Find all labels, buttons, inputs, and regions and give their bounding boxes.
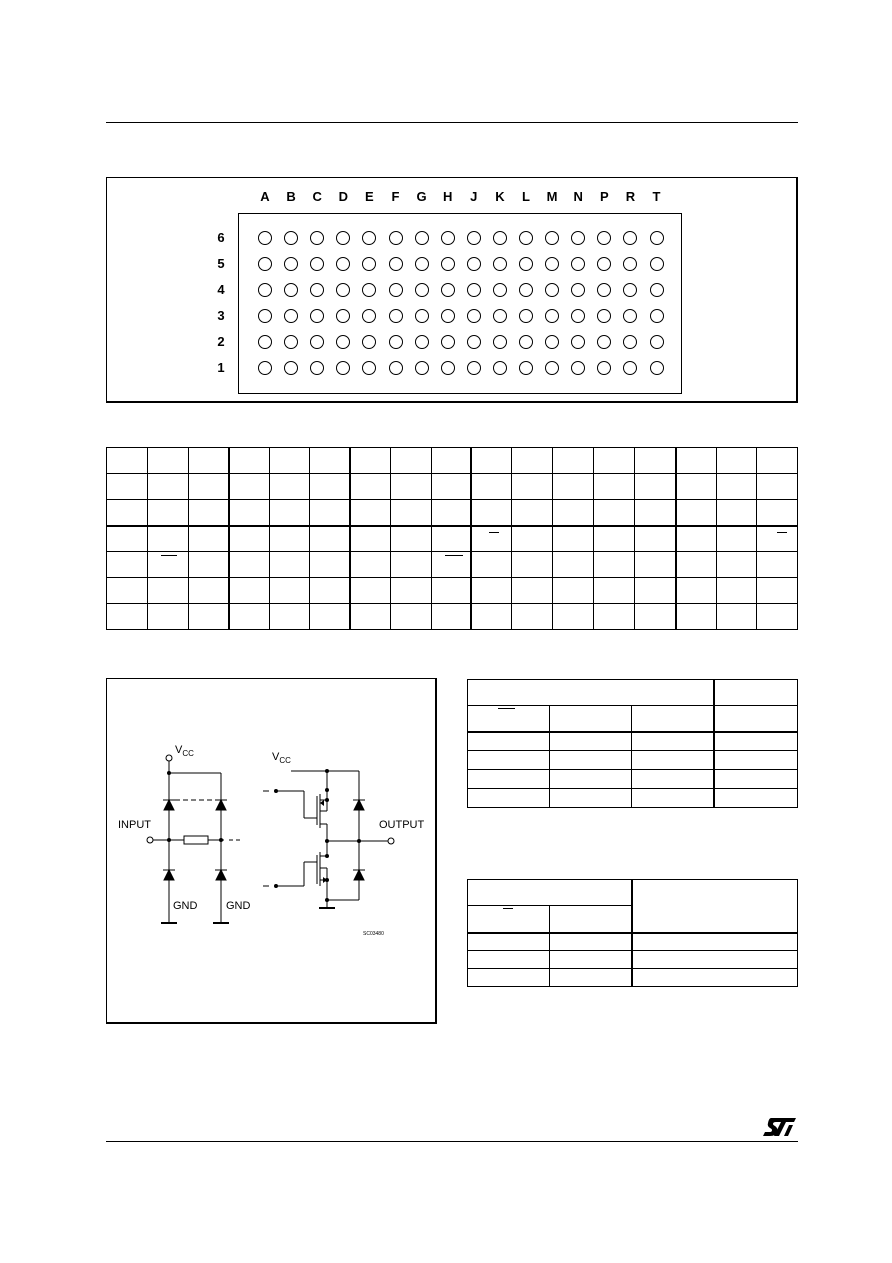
solder-ball	[415, 257, 429, 271]
solder-ball	[519, 335, 533, 349]
solder-ball	[493, 335, 507, 349]
solder-ball	[258, 231, 272, 245]
pinout-row-label: 4	[217, 282, 225, 297]
pinout-column-label: B	[286, 189, 296, 204]
solder-ball	[389, 335, 403, 349]
pinout-row-label: 5	[217, 256, 225, 271]
solder-ball	[571, 231, 585, 245]
vcc-left-label: $V_{CC}$	[175, 744, 194, 759]
pinout-column-label: T	[652, 189, 661, 204]
solder-ball	[650, 231, 664, 245]
output-label: OUTPUT	[379, 819, 425, 831]
solder-ball	[571, 309, 585, 323]
truth-table-2	[467, 879, 798, 987]
solder-ball	[650, 335, 664, 349]
pinout-row-label: 1	[217, 360, 225, 375]
solder-ball	[623, 335, 637, 349]
solder-ball	[284, 361, 298, 375]
solder-ball	[336, 283, 350, 297]
solder-ball	[545, 231, 559, 245]
solder-ball	[362, 309, 376, 323]
solder-ball	[467, 257, 481, 271]
solder-ball	[571, 361, 585, 375]
gnd-label-2: GND	[226, 900, 251, 912]
solder-ball	[310, 257, 324, 271]
solder-ball	[441, 335, 455, 349]
solder-ball	[336, 335, 350, 349]
cell	[107, 448, 148, 474]
solder-ball	[467, 283, 481, 297]
header-rule	[106, 122, 798, 123]
overline-mark	[777, 532, 787, 533]
footer-rule	[106, 1141, 798, 1142]
solder-ball	[519, 231, 533, 245]
solder-ball	[493, 231, 507, 245]
pinout-column-label: A	[260, 189, 270, 204]
solder-ball	[362, 361, 376, 375]
solder-ball	[258, 257, 272, 271]
solder-ball	[623, 309, 637, 323]
pinout-column-label: N	[573, 189, 583, 204]
solder-ball	[415, 283, 429, 297]
solder-ball	[545, 309, 559, 323]
solder-ball	[571, 257, 585, 271]
solder-ball	[519, 309, 533, 323]
pinout-column-label: K	[495, 189, 505, 204]
pinout-row-label: 2	[217, 334, 225, 349]
solder-ball	[441, 361, 455, 375]
solder-ball	[441, 309, 455, 323]
pinout-column-label: F	[391, 189, 400, 204]
solder-ball	[284, 335, 298, 349]
solder-ball	[310, 283, 324, 297]
pinout-column-label: R	[625, 189, 636, 204]
solder-ball	[441, 283, 455, 297]
solder-ball	[310, 335, 324, 349]
truth-table-1	[467, 679, 798, 808]
solder-ball	[336, 231, 350, 245]
solder-ball	[362, 257, 376, 271]
gnd-label-1: GND	[173, 900, 198, 912]
solder-ball	[415, 309, 429, 323]
solder-ball	[623, 361, 637, 375]
solder-ball	[415, 335, 429, 349]
solder-ball	[415, 231, 429, 245]
solder-ball	[650, 361, 664, 375]
vcc-right-label: $V_{CC}$	[272, 751, 291, 766]
solder-ball	[519, 257, 533, 271]
solder-ball	[284, 231, 298, 245]
solder-ball	[258, 309, 272, 323]
solder-ball	[597, 361, 611, 375]
solder-ball	[597, 309, 611, 323]
st-logo-icon	[762, 1116, 798, 1138]
pinout-column-label: M	[546, 189, 558, 204]
solder-ball	[493, 309, 507, 323]
overline-mark	[161, 555, 177, 556]
equivalent-circuit-diagram	[106, 678, 437, 1024]
pin-assignment-table	[106, 447, 798, 630]
input-label: INPUT	[118, 819, 151, 831]
solder-ball	[467, 361, 481, 375]
solder-ball	[415, 361, 429, 375]
solder-ball	[545, 335, 559, 349]
solder-ball	[493, 361, 507, 375]
solder-ball	[336, 361, 350, 375]
solder-ball	[362, 231, 376, 245]
solder-ball	[310, 309, 324, 323]
solder-ball	[336, 257, 350, 271]
figure-code: SC03480	[363, 931, 384, 937]
solder-ball	[623, 231, 637, 245]
pinout-column-label: D	[338, 189, 348, 204]
pinout-row-label: 6	[217, 230, 225, 245]
solder-ball	[597, 257, 611, 271]
solder-ball	[519, 361, 533, 375]
pinout-column-label: L	[522, 189, 530, 204]
solder-ball	[571, 283, 585, 297]
solder-ball	[284, 309, 298, 323]
solder-ball	[310, 361, 324, 375]
solder-ball	[519, 283, 533, 297]
solder-ball	[336, 309, 350, 323]
ball-grid	[238, 213, 682, 394]
pinout-column-label: G	[416, 189, 427, 204]
solder-ball	[441, 231, 455, 245]
solder-ball	[441, 257, 455, 271]
solder-ball	[258, 361, 272, 375]
solder-ball	[493, 283, 507, 297]
solder-ball	[389, 257, 403, 271]
overline-mark	[445, 555, 463, 556]
solder-ball	[545, 257, 559, 271]
pinout-row-label: 3	[217, 308, 225, 323]
overline-mark	[503, 908, 513, 909]
solder-ball	[284, 283, 298, 297]
solder-ball	[389, 309, 403, 323]
pinout-column-label: C	[312, 189, 322, 204]
solder-ball	[389, 231, 403, 245]
solder-ball	[597, 335, 611, 349]
solder-ball	[310, 231, 324, 245]
solder-ball	[493, 257, 507, 271]
solder-ball	[545, 283, 559, 297]
pinout-column-label: H	[442, 189, 453, 204]
solder-ball	[623, 257, 637, 271]
overline-mark	[489, 532, 499, 533]
solder-ball	[467, 335, 481, 349]
solder-ball	[389, 283, 403, 297]
solder-ball	[467, 309, 481, 323]
solder-ball	[258, 283, 272, 297]
solder-ball	[650, 283, 664, 297]
solder-ball	[597, 283, 611, 297]
pinout-column-label: J	[470, 189, 478, 204]
solder-ball	[571, 335, 585, 349]
solder-ball	[389, 361, 403, 375]
solder-ball	[650, 309, 664, 323]
pinout-column-label: E	[365, 189, 374, 204]
solder-ball	[623, 283, 637, 297]
solder-ball	[362, 283, 376, 297]
solder-ball	[650, 257, 664, 271]
solder-ball	[258, 335, 272, 349]
solder-ball	[284, 257, 298, 271]
solder-ball	[545, 361, 559, 375]
overline-mark	[498, 708, 515, 709]
solder-ball	[467, 231, 481, 245]
solder-ball	[597, 231, 611, 245]
solder-ball	[362, 335, 376, 349]
pinout-column-label: P	[599, 189, 609, 204]
